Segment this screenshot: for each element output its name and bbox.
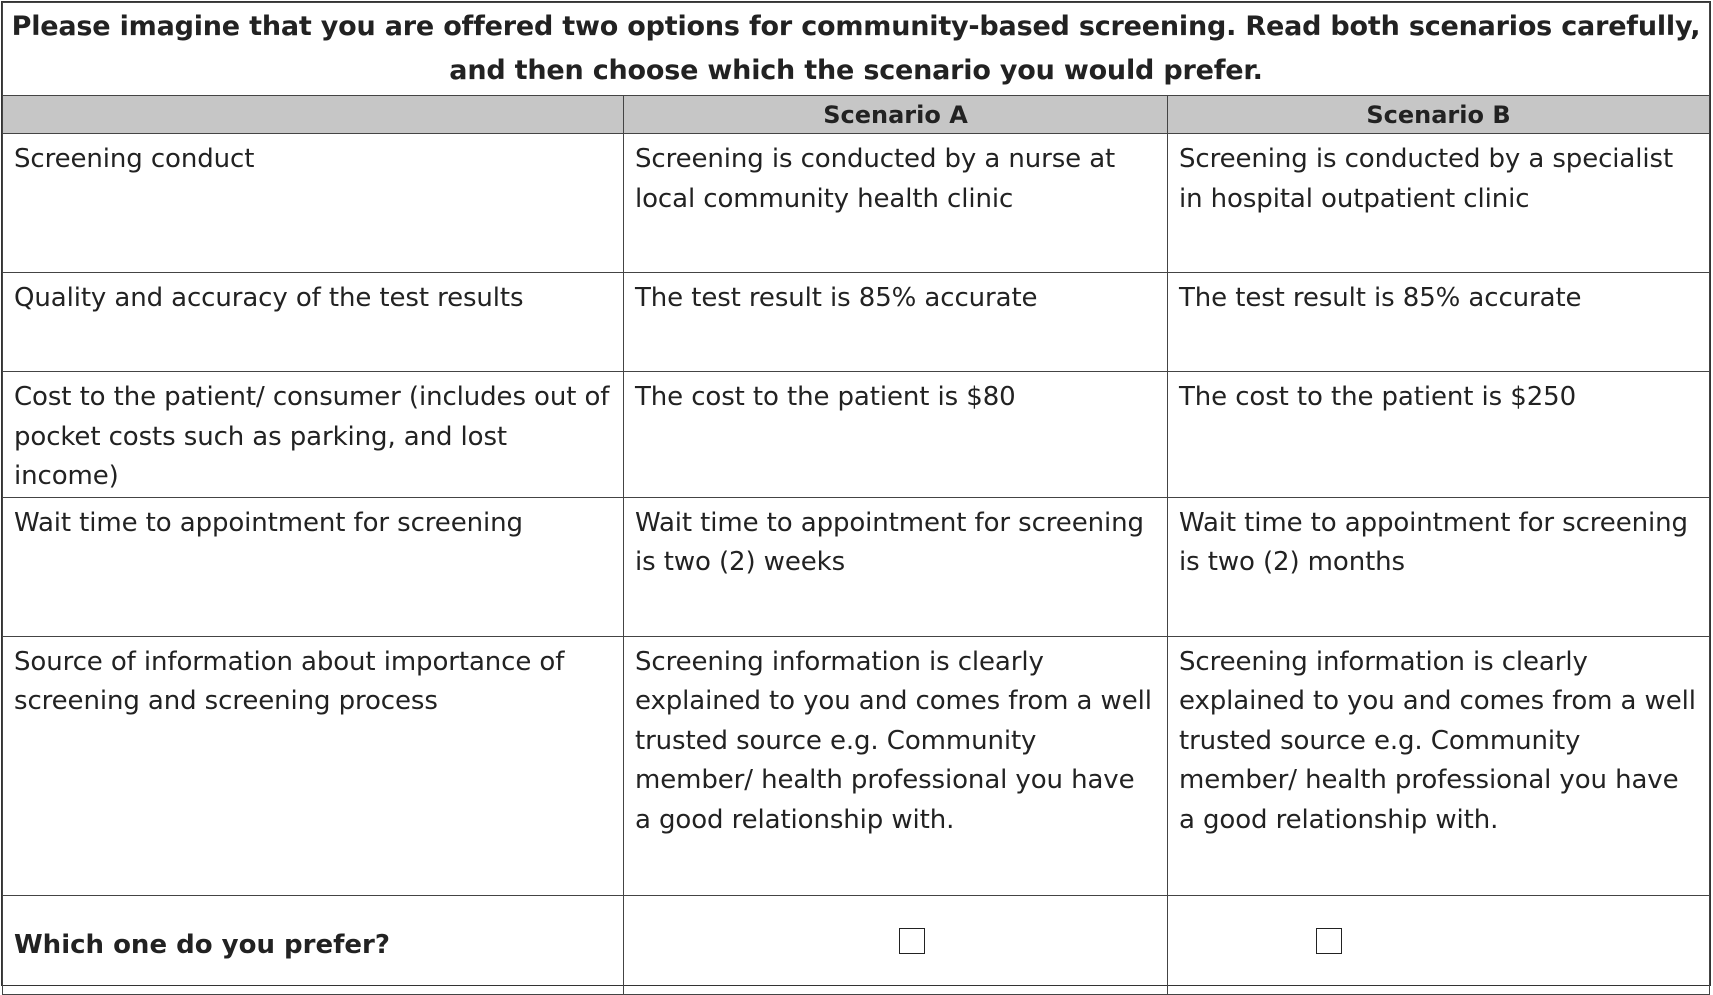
scenario-a-cell: The test result is 85% accurate (624, 273, 1168, 372)
scenario-comparison-table (2, 2, 1710, 995)
attribute-label: Cost to the patient/ consumer (includes out of pocket costs such as parking, and lost income) (3, 372, 624, 498)
preference-row (3, 895, 1710, 994)
header-row (3, 96, 1710, 134)
attribute-label: Wait time to appointment for screening (3, 497, 624, 636)
scenario-b-checkbox[interactable] (1316, 928, 1342, 954)
preference-question: Which one do you prefer? (3, 895, 624, 994)
scenario-a-cell: Screening is conducted by a nurse at local community health clinic (624, 134, 1168, 273)
choice-task-sheet (1, 1, 1711, 986)
instruction-text: Please imagine that you are offered two options for community-based screening. Read both scenarios carefully, and then choose which the scenario you would prefer. (3, 3, 1710, 96)
scenario-b-header: Scenario B (1168, 96, 1710, 134)
scenario-b-cell: Wait time to appointment for screening is two (2) months (1168, 497, 1710, 636)
table-row (3, 134, 1710, 273)
attribute-header (3, 96, 624, 134)
scenario-b-cell: The cost to the patient is $250 (1168, 372, 1710, 498)
scenario-a-cell: Wait time to appointment for screening is two (2) weeks (624, 497, 1168, 636)
table-row (3, 497, 1710, 636)
scenario-a-header: Scenario A (624, 96, 1168, 134)
table-row (3, 636, 1710, 895)
instruction-row (3, 3, 1710, 96)
attribute-label: Quality and accuracy of the test results (3, 273, 624, 372)
scenario-b-cell: Screening information is clearly explained to you and comes from a well trusted source e.g. Community member/ health professional you have a good relationship with. (1168, 636, 1710, 895)
table-row (3, 372, 1710, 498)
scenario-b-cell: The test result is 85% accurate (1168, 273, 1710, 372)
scenario-a-cell: Screening information is clearly explained to you and comes from a well trusted source e.g. Community member/ health professional you have a good relationship with. (624, 636, 1168, 895)
scenario-b-choice-cell (1168, 895, 1710, 994)
scenario-a-checkbox[interactable] (899, 928, 925, 954)
attribute-label: Screening conduct (3, 134, 624, 273)
scenario-a-choice-cell (624, 895, 1168, 994)
attribute-label: Source of information about importance of screening and screening process (3, 636, 624, 895)
scenario-a-cell: The cost to the patient is $80 (624, 372, 1168, 498)
scenario-b-cell: Screening is conducted by a specialist in hospital outpatient clinic (1168, 134, 1710, 273)
table-row (3, 273, 1710, 372)
